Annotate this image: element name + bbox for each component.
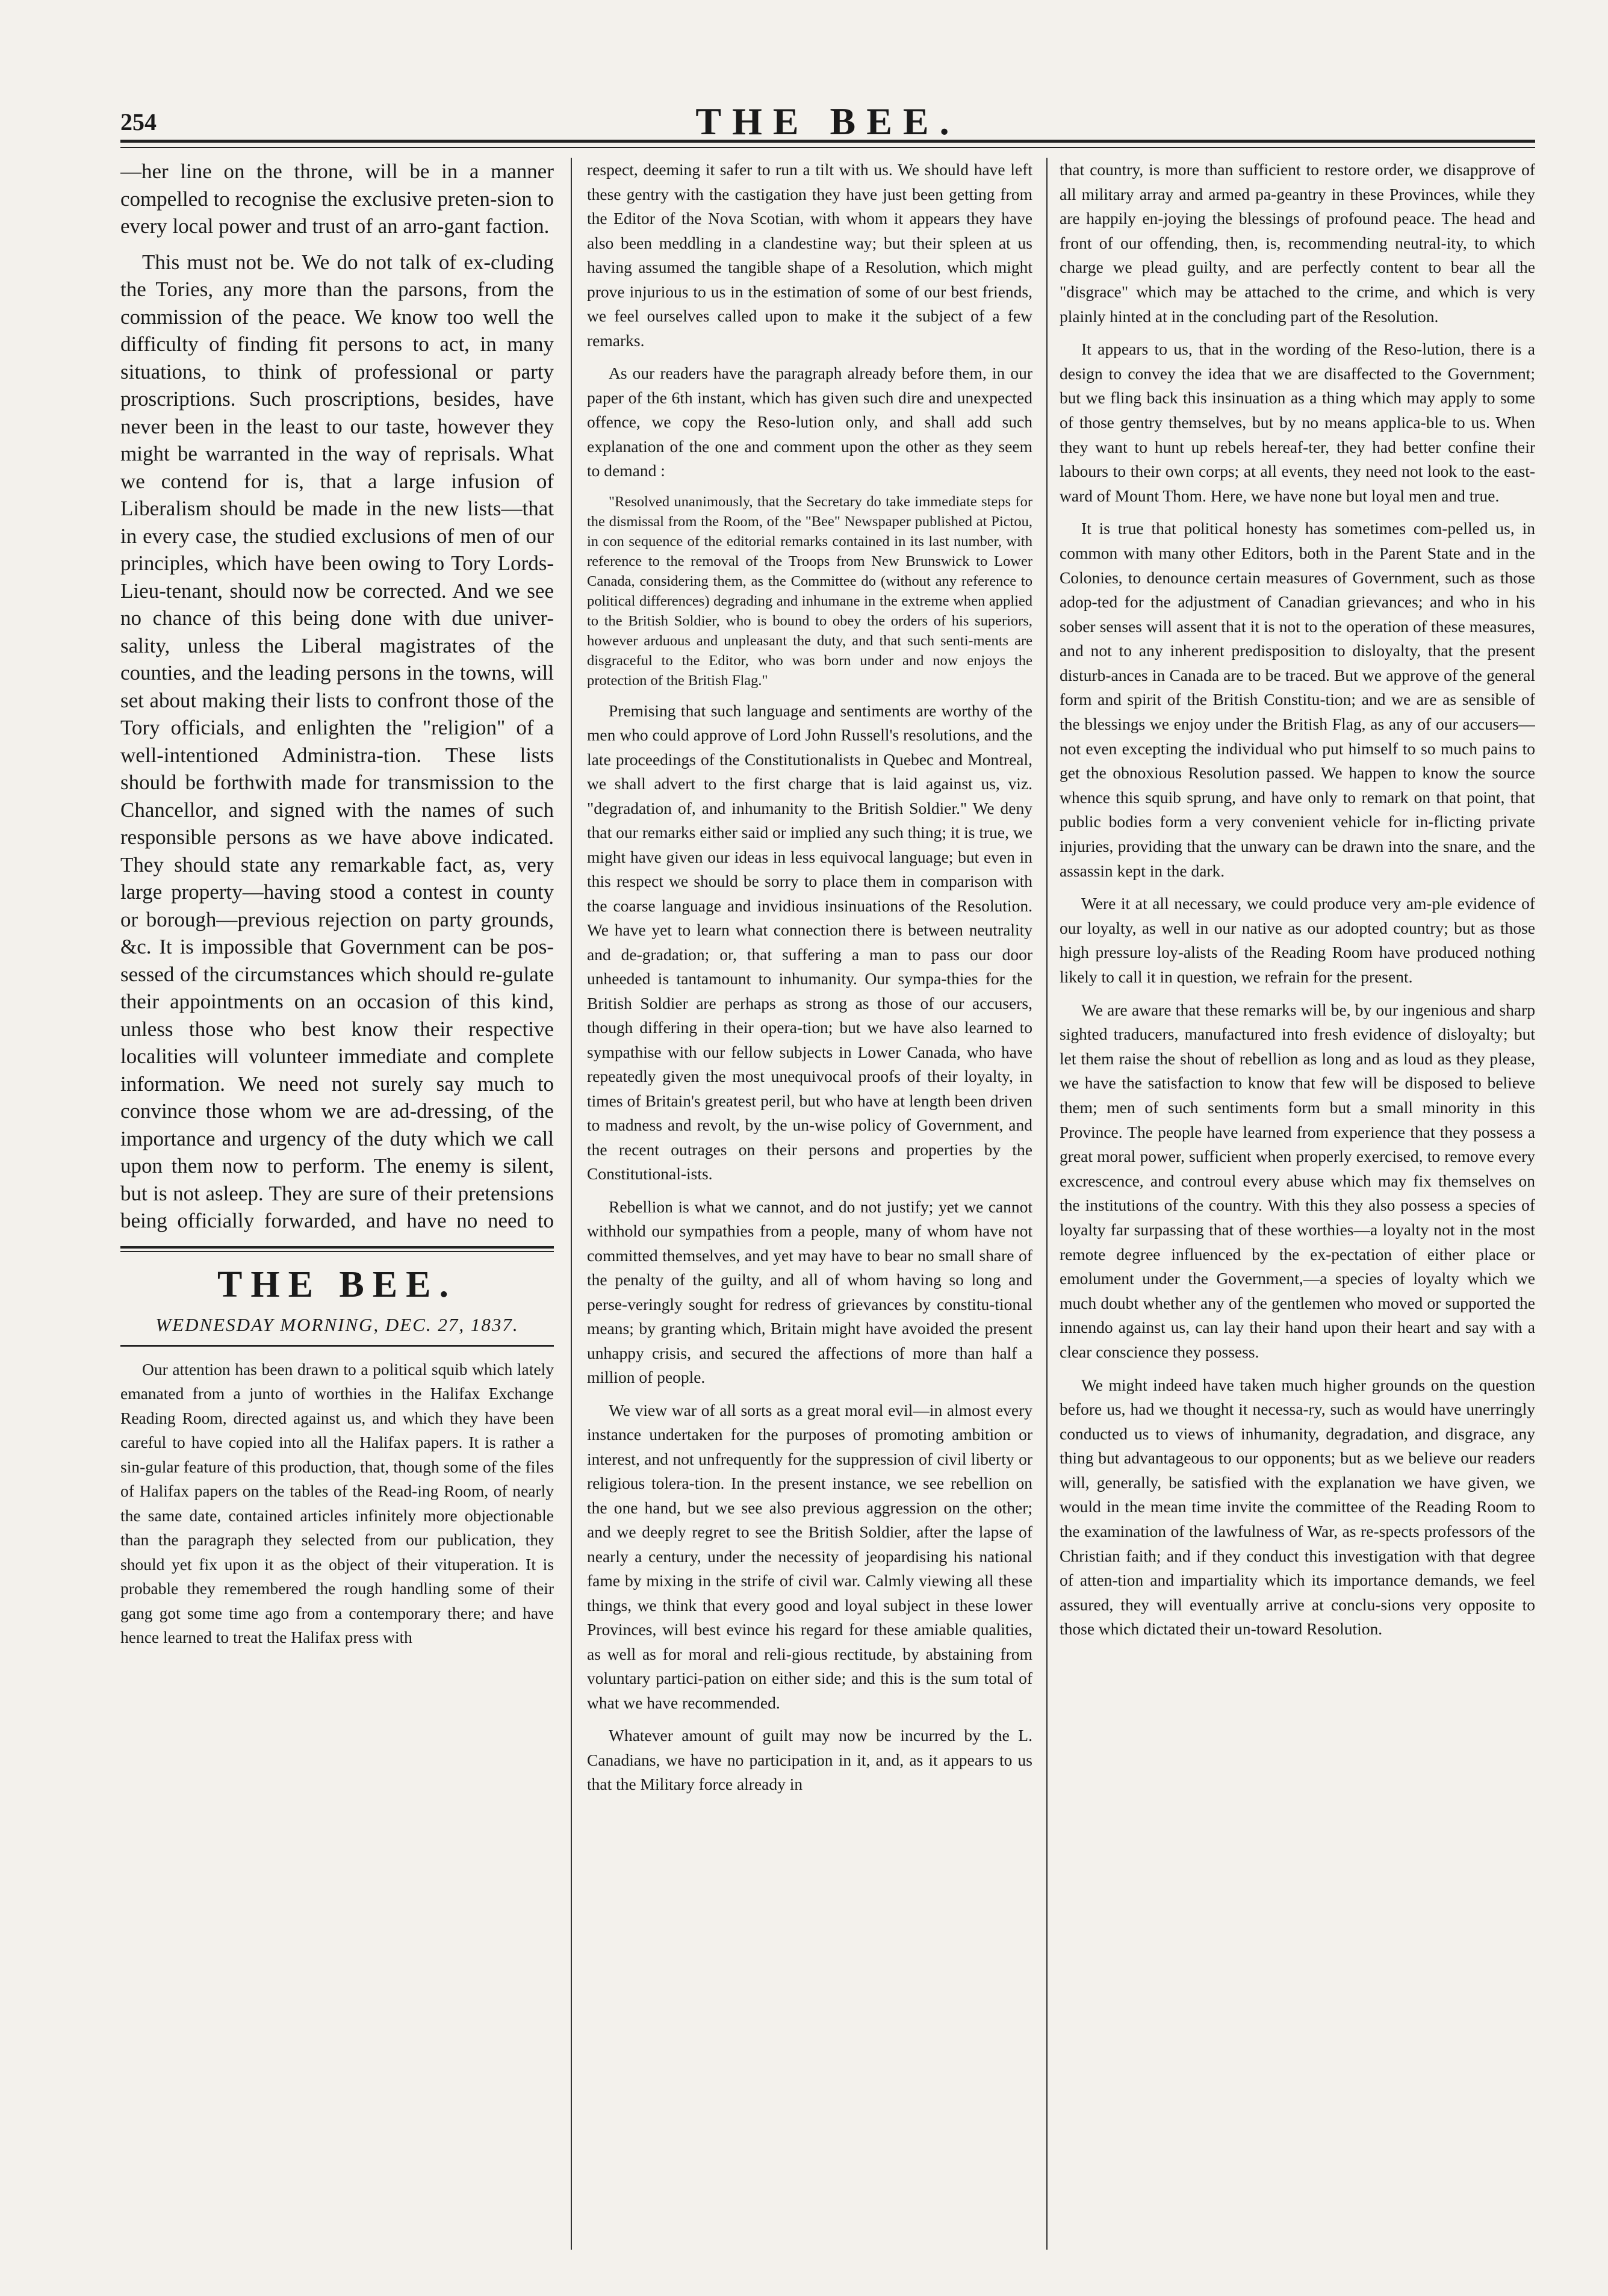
section-rule-thin <box>120 1251 554 1252</box>
resolution-quote: "Resolved unanimously, that the Secretary do take immediate steps for the dismissal from the Room, of the "Bee" Newspaper published at Pictou, in con sequence of the editorial remarks contained in its last number, with reference to the removal of the Troops from New Brunswick to Lower Canada, considering them, as the Committee do (without any reference to political differences) degrading and inhumane in the extreme when applied to the British Soldier, who is bound to obey the orders of his superiors, however arduous and unpleasant the duty, and that such senti-ments are disgraceful to the Editor, who was born under and now enjoys the protection of the British Flag." <box>587 493 1032 689</box>
editorial-paragraph: We are aware that these remarks will be, by our ingenious and sharp sighted traducers, manufactured into fresh evidence of disloyalty; but let them raise the shout of rebellion as long and as loud as they please, we have the satisfaction to know that few will be disposed to believe them; men of such sentiments form but a small minority in this Province. The people have learned from experience that they possess a great moral power, sufficient when properly exercised, to remove every excrescence, and controul every abuse which may fix themselves on the institutions of the country. With this they also possess a species of loyalty far surpassing that of these worthies—a loyalty not in the most remote degree influenced by the ex-pectation of either place or emolument under the Government,—a species of loyalty which we much doubt whether any of the gentlemen who moved or supported the innendo against us, can lay their hand upon their heart and say with a clear conscience they possess. <box>1060 1000 1535 1361</box>
editorial-paragraph: respect, deeming it safer to run a tilt with us. We should have left these gentry with the castigation they have just been getting from the Editor of the Nova Scotian, with whom it appears they have also been meddling in a clandestine way; but their spleen at us having assumed the tangible shape of a Resolution, which might prove injurious to us in the estimation of some of our best friends, we feel ourselves called upon to make it the subject of a few remarks. <box>587 160 1032 350</box>
editorial-paragraph: Our attention has been drawn to a political squib which lately emanated from a junto of worthies in the Halifax Exchange Reading Room, directed against us, and which they have been careful to have copied into all the Halifax papers. It is rather a sin-gular feature of this production, that, though some of the files of Halifax papers on the tables of the Read-ing Room, of nearly the same date, contained articles infinitely more objectionable than the paragraph they selected from our publication, they should yet fix upon it as the object of their vituperation. It is probable they remembered the rough handling some of their gang got some time ago from a contemporary there; and have hence learned to treat the Halifax press with <box>120 1359 554 1646</box>
dateline-rule <box>120 1345 554 1347</box>
section-rule <box>120 1246 554 1249</box>
editorial-paragraph: It appears to us, that in the wording of the Reso-lution, there is a design to convey the idea that we are disaffected to the Government; but we fling back this insinuation as a thing which may apply to some of those gentry themselves, but by no means applica-ble to us. When they want to hunt up rebels hereaf-ter, they had better confine their labours to their own corps; at all events, they need not look to the east-ward of Mount Thom. Here, we have none but loyal men and true. <box>1060 340 1535 505</box>
masthead-rule-thin <box>120 147 1535 148</box>
column-2 <box>587 158 1032 2253</box>
column-divider <box>1046 158 1048 2250</box>
editorial-paragraph: We might indeed have taken much higher grounds on the question before us, had we thought it necessa-ry, such as would have unerringly conducted us to views of inhumanity, degradation, and disgrace, any thing but advantageous to our opponents; but as we believe our readers will, generally, be satisfied with the explanation we have given, we would in the mean time invite the committee of the Reading Room to the examination of the lawfulness of War, as re-spects professors of the Christian faith; and if they conduct this investigation with that degree of atten-tion and impartiality which its importance demands, we feel assured, they will eventually arrive at conclu-sions very opposite to those which dictated their un-toward Resolution. <box>1060 1375 1535 1639</box>
editorial <box>120 1357 554 1650</box>
column-divider <box>571 158 572 2250</box>
editorial-paragraph: Were it at all necessary, we could produce very am-ple evidence of our loyalty, as well in our native as our adopted country; but as those high pressure loy-alists of the Reading Room have produced nothing likely to call it in question, we refrain for the present. <box>1060 894 1535 986</box>
editorial-paragraph: Rebellion is what we cannot, and do not justify; yet we cannot withhold our sympathies from a people, many of whom have not committed themselves, and yet may have to bear no small share of the penalty of the guilty, and all of whom having so long and perse-veringly sought for redress of grievances by constitu-tional means; by granting which, Britain might have avoided the present unhappy crisis, and secured the affections of more than half a million of people. <box>587 1197 1032 1386</box>
masthead-rule <box>120 140 1535 143</box>
editorial-paragraph: Whatever amount of guilt may now be incurred by the L. Canadians, we have no participation in it, and, as it appears to us that the Military force already in <box>587 1726 1032 1793</box>
editorial-paragraph: As our readers have the paragraph already before them, in our paper of the 6th instant, which has given such dire and unexpected offence, we copy the Reso-lution only, and shall add such explanation of the one and comment upon the other as they seem to demand : <box>587 364 1032 480</box>
editorial-paragraph: It is true that political honesty has sometimes com-pelled us, in common with many other Editors, both in the Parent State and in the Colonies, to denounce certain measures of Government, such as those adop-ted for the adjustment of Canadian grievances; and who in his sober senses will assent that it is not to the operation of these measures, and not to any inherent predisposition to disloyalty, that the present disturb-ances in Canada are to be traced. But we approve of the general form and spirit of the British Constitu-tion; and we are as sensible of the blessings we enjoy under the British Flag, as any of our accusers—not even excepting the individual who put himself to so much pains to get the obnoxious Resolution passed. We happen to know the source whence this squib sprung, and have only to remark on that point, that public bodies form a very convenient vehicle for in-flicting private injuries, providing that the unwary can be drawn into the snare, and the assassin kept in the dark. <box>1060 519 1535 880</box>
editorial-paragraph: that country, is more than sufficient to restore order, we disapprove of all military array and armed pa-geantry in these Provinces, while they are happily en-joying the blessings of profound peace. The head and front of our offending, then, is, recommending neutral-ity, to which charge we plead guilty, and are perfectly content to bear all the "disgrace" which may be attached to the crime, and which is very plainly hinted at in the concluding part of the Resolution. <box>1060 160 1535 326</box>
page-number: 254 <box>120 108 157 135</box>
column-3 <box>1060 158 1535 2253</box>
article-paragraph: —her line on the throne, will be in a manner compelled to recognise the exclusive preten-sion to every local power and trust of an arro-gant faction. <box>120 160 554 238</box>
column-1 <box>120 158 554 2253</box>
masthead-title: THE BEE. <box>695 100 960 143</box>
article-paragraph: This must not be. We do not talk of ex-cluding the Tories, any more than the parsons, from the commission of the peace. We know too well the difficulty of finding fit persons to act, in many situations, to think of professional or party proscriptions. Such proscriptions, besides, have never been in the least to our taste, however they might be warranted in the way of reprisals. What we contend for is, that a large infusion of Liberalism should be made in the new lists—that in every case, the studied exclusions of men of our principles, which have been owing to Tory Lords-Lieu-tenant, should now be corrected. And we see no chance of this being done with due univer-sality, unless the Liberal magistrates of the counties, and the leading persons in the towns, will set about making their lists to confront those of the Tory officials, and enlighten the "religion" of a well-intentioned Administra-tion. These lists should be forthwith made for transmission to the Chancellor, and signed with the names of such responsible persons as we have above indicated. They should state any remarkable fact, as, very large property—having stood a contest in county or borough—previous rejection on party grounds, &c. It is impossible that Government can be pos-sessed of the circumstances which should re-gulate their appointments on an occasion of this kind, unless those who best know their respective localities will volunteer immediate and complete information. We need not surely say much to convince those whom we are ad-dressing, of the importance and urgency of the duty which we call upon them now to perform. The enemy is silent, but is not asleep. They are sure of their pretensions being officially forwarded, and have no need to <box>120 250 554 1232</box>
continued-article <box>120 158 554 1235</box>
section-title: THE BEE. <box>217 1264 457 1305</box>
masthead <box>120 99 1535 141</box>
dateline: WEDNESDAY MORNING, DEC. 27, 1837. <box>155 1314 519 1335</box>
editorial-paragraph: Premising that such language and sentiments are worthy of the men who could approve of Lord John Russell's resolutions, and the late proceedings of the Constitutionalists in Quebec and Montreal, we shall advert to the first charge that is laid against us, viz. "degradation of, and inhumanity to the British Soldier." We deny that our remarks either said or implied any such thing; it is true, we might have given our ideas in less equivocal language; but even in this respect we should be sorry to place them in comparison with the coarse language and invidious insinuations of the Resolution. We have yet to learn what connection there is between neutrality and de-gradation; or, that suffering a man to pass our door unheeded is tantamount to inhumanity. Our sympa-thies for the British Soldier are perhaps as strong as those of our accusers, though differing in their opera-tion; but we have also learned to sympathise with our fellow subjects in Lower Canada, who have repeatedly given the most unequivocal proofs of their loyalty, in times of Britain's greatest peril, but who have at length been driven to madness and revolt, by the un-wise policy of Government, and the recent outrages on their persons and properties by the Constitutional-ists. <box>587 701 1032 1183</box>
editorial-paragraph: We view war of all sorts as a great moral evil—in almost every instance undertaken for the purposes of promoting ambition or interest, and not unfrequently for the suppression of civil liberty or religious tolera-tion. In the present instance, we see rebellion on the one hand, but we see also previous aggression on the other; and we deeply regret to see the British Soldier, after the lapse of nearly a century, under the necessity of jeopardising his national fame by mixing in the strife of civil war. Calmly viewing all these things, we think that every good and loyal subject in these lower Provinces, will best evince his regard for these amiable qualities, as well as for moral and reli-gious rectitude, by abstaining from voluntary partici-pation on either side; and this is the sum total of what we have recommended. <box>587 1400 1032 1712</box>
